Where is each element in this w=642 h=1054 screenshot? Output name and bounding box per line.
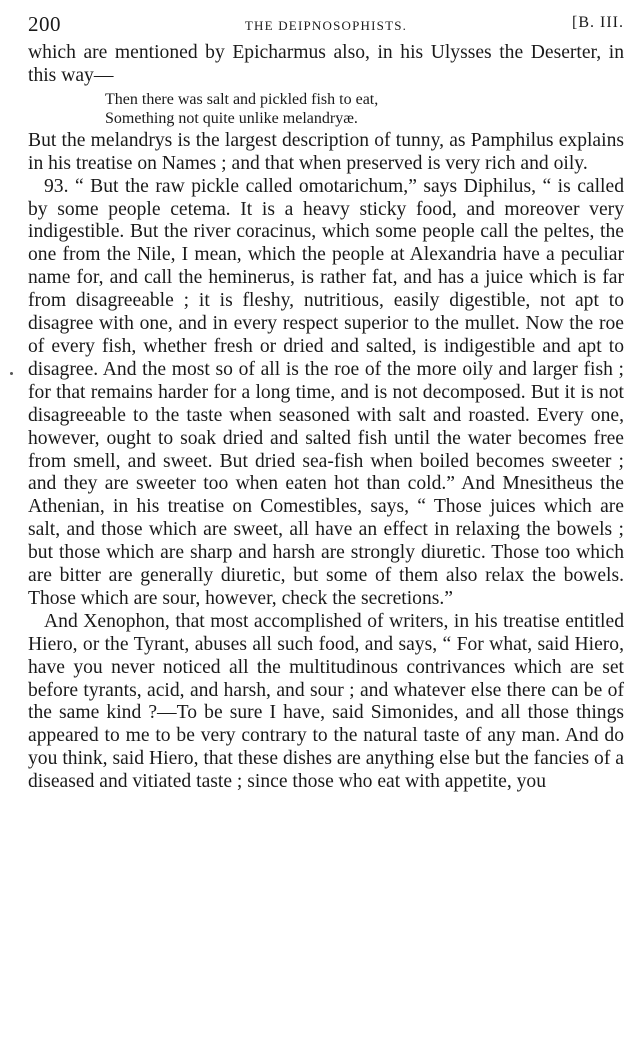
running-title: THE DEIPNOSOPHISTS.: [244, 18, 408, 33]
body-text: [28, 42, 624, 794]
page-number: 200: [28, 12, 61, 36]
verse-quotation: [105, 90, 624, 128]
verse-line-1: Then there was salt and pickled fish to eat,: [105, 90, 379, 108]
margin-speck: [10, 372, 13, 375]
page-header: [28, 8, 624, 42]
paragraph-1: which are mentioned by Epicharmus also, in his Ulysses the Deserter, in this way—: [28, 42, 624, 86]
paragraph-3: 93. “ But the raw pickle called omotarichum,” says Diphilus, “ is called by some people cetema. It is a heavy sticky food, and moreover very indigestible. But the river coracinus, which some people call the peltes, the one from the Nile, I mean, which the people at Alexandria have a peculiar name for, and call the heminerus, is rather fat, and has a juice which is far from disagreeable ; it is fleshy, nutritious, easily digestible, not apt to disagree with one, and in every respect superior to the mullet. Now the roe of every fish, whether fresh or dried and salted, is indigestible and apt to disagree. And the most so of all is the roe of the more oily and larger fish ; for that remains harder for a long time, and is not decomposed. But it is not disagreeable to the taste when seasoned with salt and roasted. Every one, however, ought to soak dried and salted fish until the water becomes free from smell, and sweet. But dried sea-fish when boiled becomes sweeter ; and they are sweeter too when eaten hot than cold.” And Mnesitheus the Athenian, in his treatise on Comestibles, says, “ Those juices which are salt, and those which are sweet, all have an effect in relaxing the bowels ; but those which are sharp and harsh are strongly diuretic. Those too which are bitter are generally diuretic, but some of them also relax the bowels. Those which are sour, however, check the secretions.”: [28, 175, 624, 609]
paragraph-4: And Xenophon, that most accomplished of writers, in his treatise entitled Hiero, or the Tyrant, abuses all such food, and says, “ For what, said Hiero, have you never noticed all the multitudinous contrivances which are set before tyrants, acid, and harsh, and sour ; and whatever else there can be of the same kind ?—To be sure I have, said Simonides, and all those things appeared to me to be very contrary to the natural taste of any man. And do you think, said Hiero, that these dishes are anything else but the fancies of a diseased and vitiated taste ; since those who eat with appetite, you: [28, 610, 624, 793]
paragraph-2: But the melandrys is the largest description of tunny, as Pamphilus explains in his treatise on Names ; and that when preserved is very rich and oily.: [28, 129, 624, 174]
book-page: [28, 8, 624, 794]
book-marker: [B. III.: [572, 14, 624, 31]
verse-line-2: Something not quite unlike melandryæ.: [105, 109, 358, 127]
